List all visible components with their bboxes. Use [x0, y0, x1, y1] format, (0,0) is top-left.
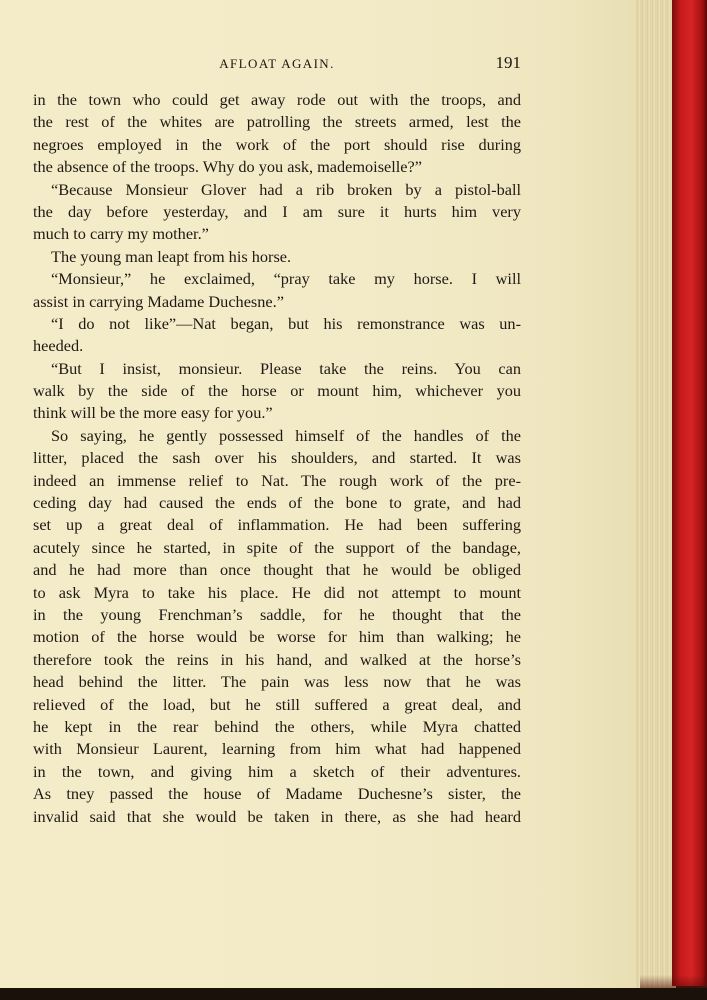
text-line: “But I insist, monsieur. Please take the reins. You can — [51, 358, 521, 378]
text-line: to ask Myra to take his place. He did not attempt to mount — [33, 582, 521, 602]
text-line: relieved of the load, but he still suffered a great deal, and — [33, 694, 521, 714]
text-line: much to carry my mother.” — [33, 224, 209, 244]
text-line: motion of the horse would be worse for him than walking; he — [33, 627, 521, 647]
text-line: in the town, and giving him a sketch of their adventures. — [33, 761, 521, 781]
text-line: with Monsieur Laurent, learning from him what had happened — [33, 739, 521, 759]
text-line: So saying, he gently possessed himself of the handles of the — [51, 425, 521, 445]
body-text — [33, 89, 521, 828]
text-line: As tney passed the house of Madame Duchesne’s sister, the — [33, 784, 521, 804]
text-line: in the young Frenchman’s saddle, for he thought that the — [33, 604, 521, 624]
bottom-shadow — [0, 988, 707, 1000]
text-line: set up a great deal of inflammation. He had been suffering — [33, 515, 521, 535]
page-number: 191 — [495, 53, 521, 72]
text-line: the day before yesterday, and I am sure it hurts him very — [33, 201, 521, 221]
text-line: heeded. — [33, 336, 84, 356]
text-line: the absence of the troops. Why do you ask, mademoiselle?” — [33, 157, 422, 177]
cover-shadow — [640, 975, 707, 989]
text-line: head behind the litter. The pain was less now that he was — [33, 672, 521, 692]
text-line: litter, placed the sash over his shoulders, and started. It was — [33, 448, 521, 468]
text-line: walk by the side of the horse or mount him, whichever you — [33, 381, 521, 401]
text-line: assist in carrying Madame Duchesne.” — [33, 291, 284, 311]
text-line: the rest of the whites are patrolling the streets armed, lest the — [33, 112, 521, 132]
text-line: he kept in the rear behind the others, while Myra chatted — [33, 716, 521, 736]
text-line: “Monsieur,” he exclaimed, “pray take my horse. I will — [51, 269, 521, 289]
text-line: “I do not like”—Nat began, but his remonstrance was un- — [51, 313, 521, 333]
text-line: therefore took the reins in his hand, and walked at the horse’s — [33, 649, 521, 669]
page-edges — [636, 0, 676, 992]
red-book-cover-edge — [672, 0, 707, 986]
page-header — [33, 53, 521, 75]
text-line: indeed an immense relief to Nat. The rough work of the pre- — [33, 470, 521, 490]
text-line: negroes employed in the work of the port should rise during — [33, 134, 521, 154]
text-line: ceding day had caused the ends of the bone to grate, and had — [33, 493, 521, 513]
text-line: The young man leapt from his horse. — [51, 246, 292, 266]
text-line: in the town who could get away rode out with the troops, and — [33, 90, 521, 109]
text-line: invalid said that she would be taken in there, as she had heard — [33, 806, 521, 826]
text-line: “Because Monsieur Glover had a rib broken by a pistol-ball — [51, 179, 521, 199]
text-line: think will be the more easy for you.” — [33, 403, 273, 423]
text-line: and he had more than once thought that he would be obliged — [33, 560, 521, 580]
running-head: AFLOAT AGAIN. — [219, 56, 335, 71]
text-line: acutely since he started, in spite of the support of the bandage, — [33, 537, 521, 557]
